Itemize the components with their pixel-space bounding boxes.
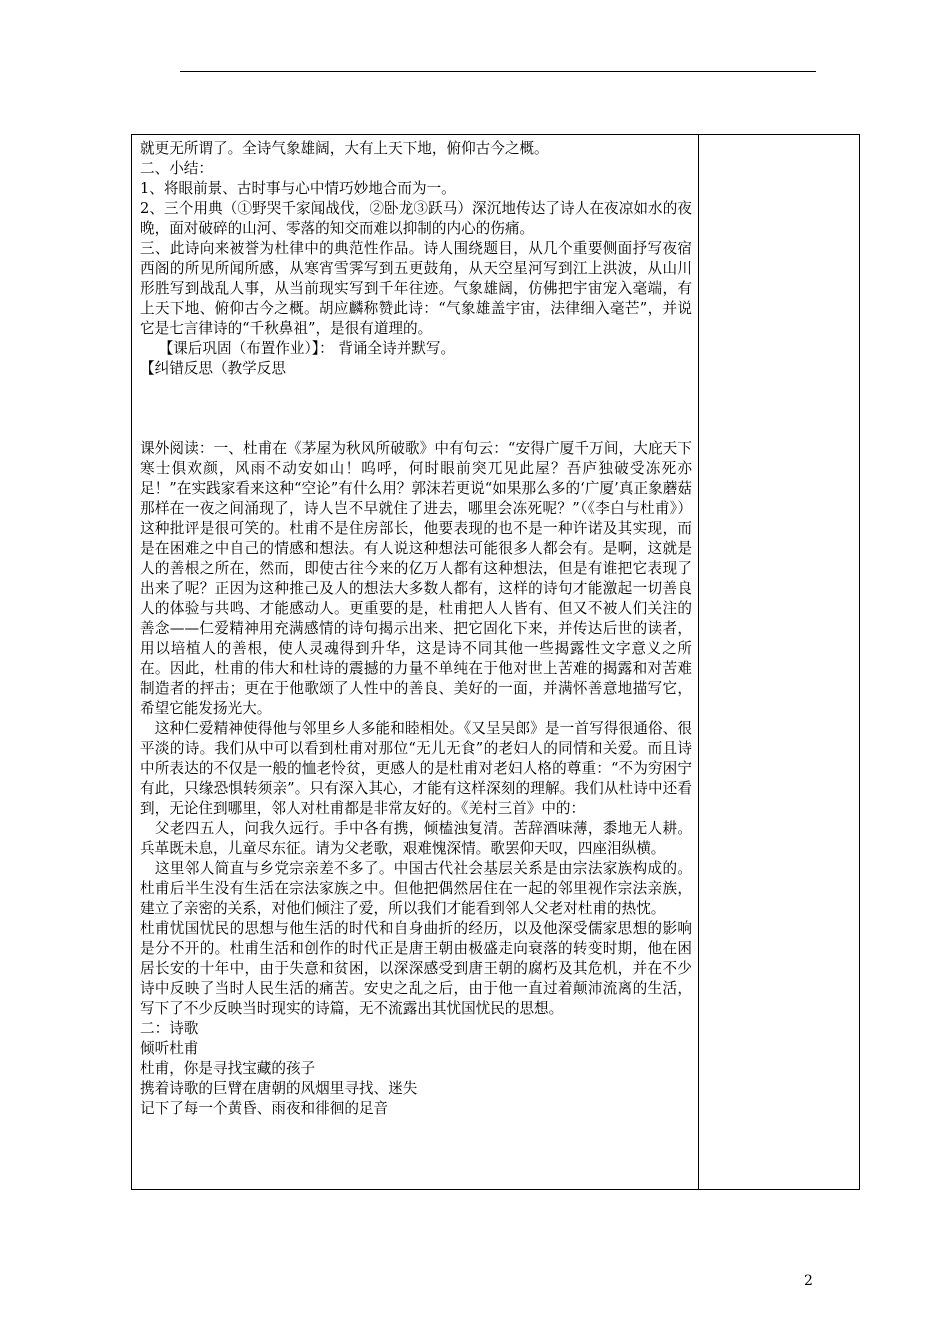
poem-line: 记下了每一个黄昏、雨夜和徘徊的足音 xyxy=(140,1100,389,1117)
poem-line: 杜甫，你是寻找宝藏的孩子 xyxy=(140,1060,316,1077)
poem-line: 携着诗歌的巨臂在唐朝的风烟里寻找、迷失 xyxy=(140,1080,418,1097)
left-cell xyxy=(140,139,692,1185)
text-line: 二、小结： xyxy=(140,160,213,177)
text-line: 2、三个用典（①野哭千家闻战伐，②卧龙③跃马）深沉地传达了诗人在夜凉如水的夜晚，面对破碎的山河、零落的知交而难以抑制的内心的伤痛。 xyxy=(140,200,692,237)
page-number: 2 xyxy=(804,1273,813,1289)
reading-paragraph: 课外阅读：一、杜甫在《茅屋为秋风所破歌》中有句云：“安得广厦千万间，大庇天下寒士俱欢颜，风雨不动安如山！呜呼，何时眼前突兀见此屋？吾庐独破受冻死亦足！”在实践家看来这种“空论”有什么用？郭沫若更说“如果那么多的‘广厦’真正象蘑菇那样在一夜之间涌现了，诗人岂不早就住了进去，哪里会冻死呢？”（《李白与杜甫》）这种批评是很可笑的。杜甫不是住房部长，他要表现的也不是一种许诺及其实现，而是在困难之中自己的情感和想法。有人说这种想法可能很多人都会有。是啊，这就是人的善根之所在，然而，即使古往今来的亿万人都有这种想法，但是有谁把它表现了出来了呢？正因为这种推己及人的想法大多数人都有，这样的诗句才能激起一切善良人的体验与共鸣、才能感动人。更重要的是，杜甫把人人皆有、但又不被人们关注的善念——仁爱精神用充满感情的诗句揭示出来、把它固化下来，并传达后世的读者，用以培植人的善根，使人灵魂得到升华，这是诗不同其他一些揭露性文字意义之所在。因此，杜甫的伟大和杜诗的震撼的力量不单纯在于他对世上苦难的揭露和对苦难制造者的抨击；更在于他歌颂了人性中的善良、美好的一面，并满怀善意地描写它，希望它能发扬光大。 xyxy=(140,440,692,717)
section-heading: 二：诗歌 xyxy=(140,1020,199,1037)
reading-paragraph: 这种仁爱精神使得他与邻里乡人多能和睦相处。《又呈吴郎》是一首写得很通俗、很平淡的诗。我们从中可以看到杜甫对那位“无儿无食”的老妇人的同情和关爱。而且诗中所表达的不仅是一般的恤老怜贫，更感人的是杜甫对老妇人格的尊重：“不为穷困宁有此，只缘恐惧转须亲”。只有深入其心，才能有这样深刻的理解。我们从杜诗中还看到，无论住到哪里，邻人对杜甫都是非常友好的。《羌村三首》中的： xyxy=(140,720,692,817)
text-line: 1、将眼前景、古时事与心中情巧妙地合而为一。 xyxy=(140,180,456,197)
reading-paragraph: 父老四五人，问我久远行。手中各有携，倾榼浊复清。苦辞酒味薄，黍地无人耕。兵革既未息，儿童尽东征。请为父老歌，艰难愧深情。歌罢仰天叹，四座泪纵横。 xyxy=(140,820,692,857)
text-line: 三、此诗向来被誉为杜律中的典范性作品。诗人围绕题目，从几个重要侧面抒写夜宿西阁的所见所闻所感，从寒宵雪霁写到五更鼓角，从天空星河写到江上洪波，从山川形胜写到战乱人事，从当前现实写到千年往迹。气象雄阔，仿佛把宇宙宠入毫端，有上天下地、俯仰古今之概。胡应麟称赞此诗：“气象雄盖宇宙，法律细入毫芒”，并说它是七言律诗的“千秋鼻祖”，是很有道理的。 xyxy=(140,240,692,337)
header-rule xyxy=(180,71,816,72)
column-divider xyxy=(698,135,699,1189)
text-line: 就更无所谓了。全诗气象雄阔，大有上天下地，俯仰古今之概。 xyxy=(140,140,549,157)
reading-paragraph: 杜甫忧国忧民的思想与他生活的时代和自身曲折的经历，以及他深受儒家思想的影响是分不开的。杜甫生活和创作的时代正是唐王朝由极盛走向衰落的转变时期，他在困居长安的十年中，由于失意和贫困，以深深感受到唐王朝的腐朽及其危机，并在不少诗中反映了当时人民生活的痛苦。安史之乱之后，由于他一直过着颠沛流离的生活，写下了不少反映当时现实的诗篇，无不流露出其忧国忧民的思想。 xyxy=(140,920,692,1017)
reflection-line: 【纠错反思（教学反思 xyxy=(140,360,286,377)
homework-line: 【课后巩固（布置作业）】： 背诵全诗并默写。 xyxy=(158,340,456,357)
poem-title: 倾听杜甫 xyxy=(140,1040,199,1057)
table-frame xyxy=(131,134,860,1190)
spacer xyxy=(140,379,692,439)
reading-paragraph: 这里邻人简直与乡党宗亲差不多了。中国古代社会基层关系是由宗法家族构成的。杜甫后半生没有生活在宗法家族之中。但他把偶然居住在一起的邻里视作宗法亲族，建立了亲密的关系，对他们倾注了爱，所以我们才能看到邻人父老对杜甫的热忱。 xyxy=(140,860,692,917)
